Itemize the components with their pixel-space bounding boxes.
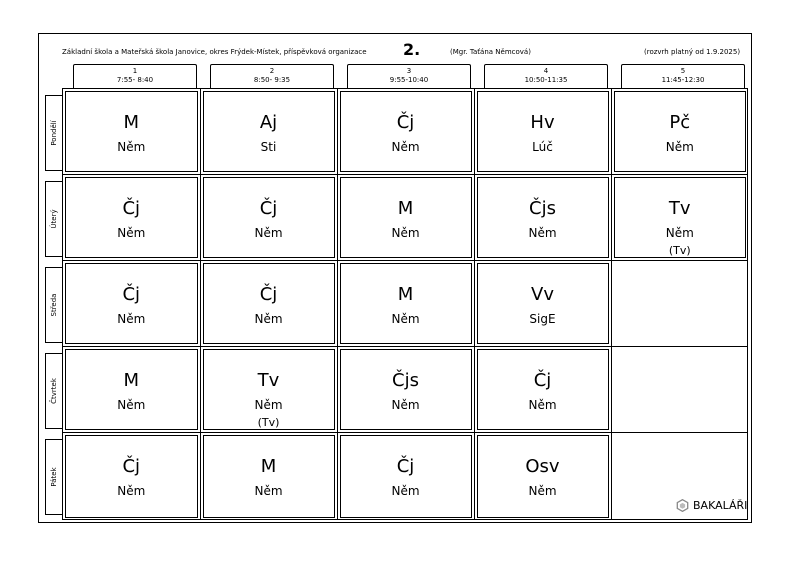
grid-column-line [200,88,201,520]
grid-column-line [337,88,338,520]
lesson-group: (Tv) [668,244,691,257]
lesson-subject: M [123,112,140,133]
lesson-subject: M [123,370,140,391]
lesson-subject: Pč [669,112,691,133]
lesson-subject: Vv [531,284,554,305]
lesson-subject: Čj [533,370,552,391]
lesson-cell[interactable] [477,349,609,430]
lesson-subject: M [260,456,277,477]
hour-time: 10:50-11:35 [524,76,568,84]
lesson-teacher: Něm [391,312,420,326]
hour-time: 11:45-12:30 [661,76,705,84]
hour-number: 2 [269,67,275,75]
hour-time: 9:55-10:40 [389,76,429,84]
day-name: Středa [50,293,58,317]
lesson-cell[interactable] [65,349,198,430]
lesson-teacher: Něm [528,226,557,240]
lesson-teacher: Něm [117,398,146,412]
grid-row-line [62,174,748,175]
lesson-cell[interactable] [340,349,472,430]
lesson-subject: Čjs [529,198,556,219]
day-label [45,267,62,343]
lesson-subject: Tv [668,198,691,219]
class-name: 2. [403,40,421,59]
lesson-cell[interactable] [65,435,198,518]
lesson-teacher: Něm [391,226,420,240]
day-label [45,439,62,515]
lesson-cell[interactable] [203,177,335,258]
day-label [45,181,62,257]
hour-header [210,64,334,88]
lesson-subject: Osv [525,456,560,477]
lesson-cell[interactable] [340,263,472,344]
logo-text: BAKALÁŘI [693,499,748,512]
lesson-teacher: Něm [391,140,420,154]
lesson-subject: Čj [259,284,278,305]
lesson-teacher: Něm [117,140,146,154]
lesson-cell[interactable] [614,177,747,258]
lesson-subject: M [397,284,414,305]
lesson-cell[interactable] [477,263,609,344]
lesson-cell[interactable] [203,349,335,430]
grid-row-line [62,346,748,347]
hour-number: 5 [680,67,686,75]
lesson-cell[interactable] [477,177,609,258]
lesson-cell[interactable] [614,91,747,172]
hour-number: 3 [406,67,412,75]
school-name: Základní škola a Mateřská škola Janovice, okres Frýdek-Místek, příspěvková organizace [62,48,367,56]
lesson-teacher: Něm [254,226,283,240]
lesson-subject: Čjs [392,370,419,391]
hour-header [73,64,197,88]
grid-row-line [62,260,748,261]
lesson-subject: Čj [259,198,278,219]
lesson-group: (Tv) [257,416,280,429]
lesson-teacher: SigE [529,312,556,326]
lesson-cell[interactable] [65,91,198,172]
lesson-subject: Hv [530,112,555,133]
lesson-cell[interactable] [203,91,335,172]
lesson-teacher: Lúč [532,140,553,154]
lesson-teacher: Něm [254,312,283,326]
lesson-teacher: Něm [391,398,420,412]
lesson-subject: Čj [396,456,415,477]
hour-time: 7:55- 8:40 [116,76,154,84]
lesson-teacher: Sti [260,140,277,154]
lesson-teacher: Něm [665,140,694,154]
lesson-subject: Čj [396,112,415,133]
lesson-teacher: Něm [665,226,694,240]
hour-time: 8:50- 9:35 [253,76,291,84]
lesson-subject: Tv [257,370,280,391]
lesson-cell[interactable] [477,91,609,172]
bakalari-hexagon-icon [676,499,689,512]
day-label [45,353,62,429]
lesson-cell[interactable] [65,263,198,344]
lesson-subject: Čj [122,284,141,305]
lesson-cell[interactable] [477,435,609,518]
hour-header [484,64,608,88]
grid-column-line [474,88,475,520]
day-name: Pondělí [50,120,58,146]
day-name: Pátek [50,467,58,487]
lesson-cell[interactable] [65,177,198,258]
lesson-teacher: Něm [528,398,557,412]
grid-column-line [611,88,612,520]
hour-number: 1 [132,67,138,75]
lesson-subject: Aj [259,112,278,133]
validity-date: (rozvrh platný od 1.9.2025) [644,48,741,56]
lesson-teacher: Něm [528,484,557,498]
hour-header [621,64,745,88]
lesson-teacher: Něm [117,226,146,240]
lesson-teacher: Něm [117,312,146,326]
hour-header [347,64,471,88]
lesson-teacher: Něm [254,398,283,412]
lesson-cell[interactable] [340,177,472,258]
lesson-subject: Čj [122,456,141,477]
lesson-teacher: Něm [391,484,420,498]
day-name: Úterý [50,209,58,229]
grid-row-line [62,432,748,433]
hour-number: 4 [543,67,549,75]
day-name: Čtvrtek [50,378,58,404]
lesson-cell[interactable] [203,435,335,518]
bakalari-logo [676,499,747,512]
day-label [45,95,62,171]
lesson-subject: M [397,198,414,219]
lesson-cell[interactable] [340,91,472,172]
lesson-cell[interactable] [340,435,472,518]
class-teacher: (Mgr. Taťána Němcová) [450,48,531,56]
lesson-subject: Čj [122,198,141,219]
lesson-teacher: Něm [117,484,146,498]
lesson-teacher: Něm [254,484,283,498]
lesson-cell[interactable] [203,263,335,344]
